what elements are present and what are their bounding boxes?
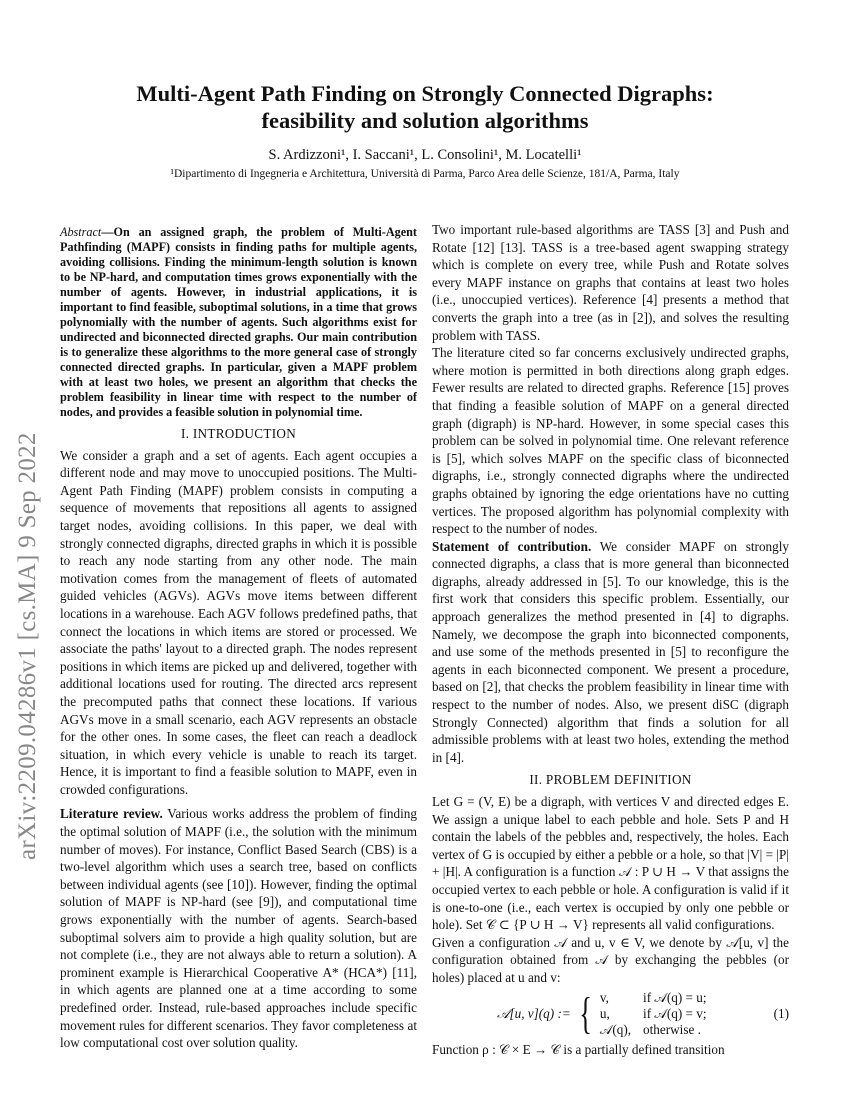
case-condition: if 𝒜(q) = u; (643, 989, 707, 1005)
section-heading-introduction: I. INTRODUCTION (180, 426, 297, 441)
equation-cases (600, 990, 719, 1038)
case-value: u, (599, 1005, 610, 1021)
equation-number: (1) (773, 1005, 789, 1021)
case-value: 𝒜(q), (599, 1021, 632, 1037)
problem-paragraph-1: Let G = (V, E) be a digraph, with vertices V and directed edges E. We assign a unique label to each pebble and hole. Sets P and H contain the labels of the pebbles and, respectively, the holes. Each vertex of G is occupied by either a pebble or a hole, so that |V| = |P| + |H|. A configuration is a function 𝒜 : P ∪ H → V that assigns the occupied vertex to each pebble or hole. A configuration is valid if it is one-to-one (i.e., each vertex is occupied by only one pebble or hole). Set 𝒞 ⊂ {P ∪ H → V} represents all valid configurations. (432, 794, 789, 933)
left-brace: { (578, 988, 592, 1038)
abstract-text: —On an assigned graph, the problem of Multi-Agent Pathfinding (MAPF) consists in finding paths for multiple agents, avoiding collisions. Finding the minimum-length solution is known to be NP-hard, and computation times grows exponentially with the number of agents. However, in industrial applications, it is important to find feasible, suboptimal solutions, in a time that grows polynomially with the number of agents. Such algorithms exist for undirected and biconnected directed graphs. Our main contribution is to generalize these algorithms to the more general case of strongly connected directed graphs. In particular, given a MAPF problem with at least two holes, we present an algorithm that checks the problem feasibility in linear time with respect to the number of nodes, and provides a feasible solution in polynomial time. (60, 225, 417, 419)
abstract (60, 225, 417, 420)
contribution-text: We consider MAPF on strongly connected digraphs, a class that is more general than biconnected digraphs, already addressed in [5]. To our knowledge, this is the first work that considers this specific problem. Essentially, our approach generalizes the method presented in [4] to digraphs. Namely, we decompose the graph into biconnected components, and use some of the methods presented in [5] to reconfigure the agents in each biconnected component. We present a procedure, based on [2], that checks the problem feasibility in linear time with respect to the number of nodes. Also, we present diSC (digraph Strongly Connected) algorithm that finds a solution for all admissible problems with at least two holes, extending the method in [4]. (432, 538, 789, 765)
section-heading-problem-definition: II. PROBLEM DEFINITION (529, 772, 692, 788)
literature-review-label: Literature review. (60, 806, 163, 822)
contribution-paragraph (432, 538, 789, 767)
equation-case (600, 990, 719, 1006)
paper-title (0, 80, 850, 134)
equation-case (600, 1022, 719, 1038)
problem-paragraph-3: Function ρ : 𝒞 × E → 𝒞 is a partially defined transition (432, 1041, 725, 1057)
equation-lhs: 𝒜[u, v](q) := (497, 1005, 571, 1021)
title-line-2: feasibility and solution algorithms (261, 108, 589, 133)
arxiv-stamp: arXiv:2209.04286v1 [cs.MA] 9 Sep 2022 (14, 432, 41, 860)
directed-graphs-paragraph: The literature cited so far concerns exclusively undirected graphs, where motion is permitted in both directions along graph edges. Fewer results are related to directed graphs. Reference [15] proves that finding a feasible solution of MAPF on a general directed graph (digraph) is NP-hard. However, in some special cases this problem can be solved in polynomial time. One relevant reference is [5], which solves MAPF on the specific class of biconnected digraphs, i.e., strongly connected digraphs where the undirected graphs obtained by ignoring the edge orientations have no cutting vertices. The proposed algorithm has polynomial complexity with respect to the number of nodes. (432, 345, 789, 537)
intro-paragraph: We consider a graph and a set of agents. Each agent occupies a different node and may move to unoccupied positions. The Multi-Agent Path Finding (MAPF) problem consists in computing a sequence of movements that repositions all agents to assigned target nodes, avoiding collisions. In this paper, we deal with strongly connected digraphs, directed graphs in which it is possible to reach any node starting from any other node. The main motivation comes from the management of fleets of automated guided vehicles (AGVs). AGVs move items between different locations in a warehouse. Each AGV follows predefined paths, that connect the locations in which items are stored or processed. We associate the paths' layout to a directed graph. The nodes represent positions in which items are picked up and delivered, together with additional locations used for routing. The directed arcs represent the precomputed paths that connect these locations. If various AGVs move in a small scenario, each AGV represents an obstacle for the other ones. In some cases, the fleet can reach a deadlock situation, in which every vehicle is unable to reach its target. Hence, it is important to find a feasible solution to MAPF, even in crowded configurations. (60, 447, 417, 797)
equation-1 (432, 989, 789, 1039)
right-column (432, 221, 789, 1058)
left-column (60, 221, 417, 1052)
abstract-label: Abstract (60, 225, 102, 239)
case-condition: otherwise . (643, 1021, 701, 1037)
affiliation: ¹Dipartimento di Ingegneria e Architettura, Università di Parma, Parco Area delle Scienze, 181/A, Parma, Italy (170, 168, 680, 180)
title-line-1: Multi-Agent Path Finding on Strongly Connected Digraphs: (136, 81, 714, 106)
case-condition: if 𝒜(q) = v; (643, 1005, 707, 1021)
rule-based-paragraph: Two important rule-based algorithms are TASS [3] and Push and Rotate [12] [13]. TASS is a tree-based agent swapping strategy which is complete on every tree, while Push and Rotate solves every MAPF instance on graphs that contains at least two holes (i.e., unoccupied vertices). Reference [4] presents a method that converts the graph into a tree (as in [2]), and solves the resulting problem with TASS. (432, 222, 789, 343)
case-value: v, (599, 989, 609, 1005)
authors: S. Ardizzoni¹, I. Saccani¹, L. Consolini¹, M. Locatelli¹ (268, 147, 582, 163)
equation-case (600, 1006, 719, 1022)
literature-review-text: Various works address the problem of finding the optimal solution of MAPF (i.e., the solution with the minimum number of moves). For instance, Conflict Based Search (CBS) is a two-level algorithm which uses a search tree, based on conflicts between individual agents (see [10]). However, finding the optimal solution of MAPF is NP-hard (see [9]), and computational time grows exponentially with the number of agents. Search-based suboptimal solvers aim to provide a high quality solution, but are not complete (i.e., they are not always able to return a solution). A prominent example is Hierarchical Cooperative A* (HCA*) [11], in which agents are planned one at a time according to some predefined order. Instead, rule-based approaches include specific movement rules for different scenarios. They favor completeness at low computational cost over solution quality. (60, 806, 417, 1051)
literature-review-paragraph (60, 805, 417, 1051)
problem-paragraph-2: Given a configuration 𝒜 and u, v ∈ V, we denote by 𝒜[u, v] the configuration obtained from 𝒜 by exchanging the pebbles (or holes) placed at u and v: (432, 934, 789, 985)
contribution-label: Statement of contribution. (432, 538, 592, 554)
